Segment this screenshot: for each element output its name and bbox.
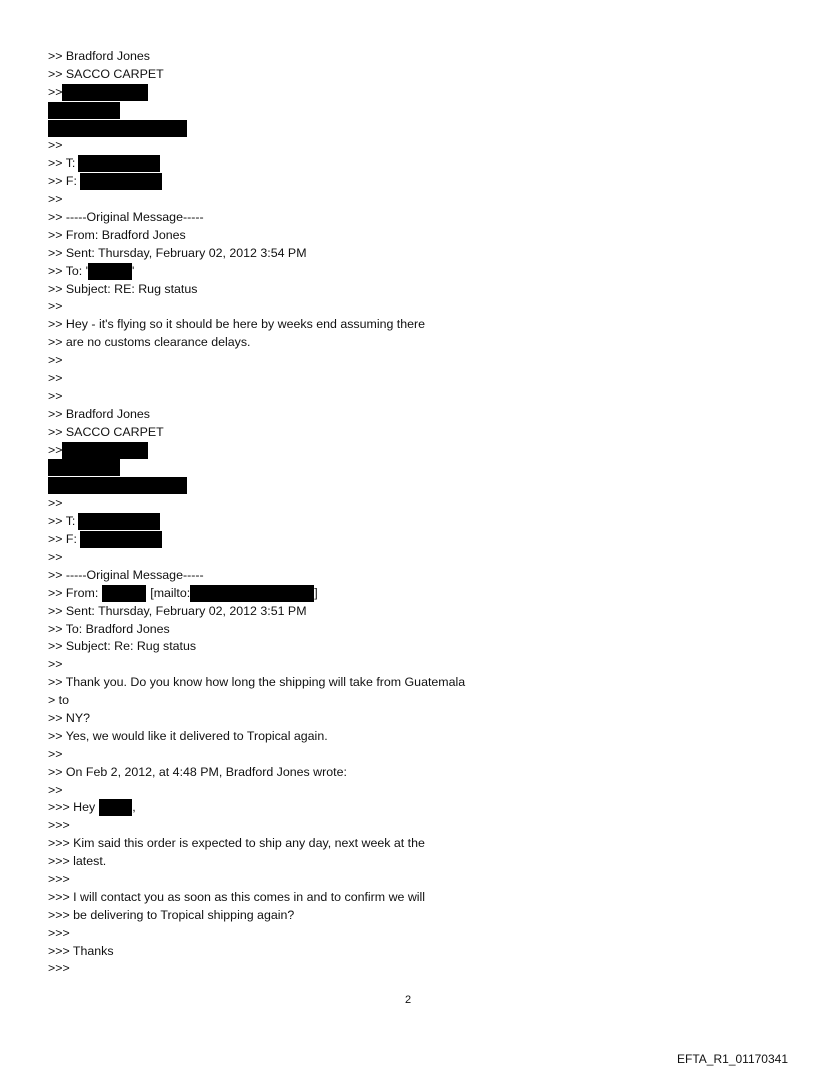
redaction-box: [102, 585, 146, 602]
signature-name: >> Bradford Jones: [48, 49, 150, 63]
header-to: >> To: ' ': [48, 263, 135, 278]
greeting: >>> Hey ,: [48, 800, 136, 815]
redaction-box: [62, 84, 148, 101]
message-text: >>> latest.: [48, 854, 107, 869]
signature-address-line: >>: [48, 84, 768, 102]
quoted-line: >>: [48, 138, 63, 153]
signature-address-line: [48, 477, 768, 495]
quoted-line: >>>: [48, 961, 70, 976]
message-text: >> Hey - it's flying so it should be here by weeks end assuming there: [48, 317, 426, 332]
signature-phone: >> T:: [48, 513, 768, 531]
page-number: 2: [404, 994, 412, 1006]
redaction-box: [80, 173, 162, 190]
redaction-box: [88, 263, 132, 280]
header-to: >> To: Bradford Jones: [48, 621, 170, 636]
redaction-box: [48, 120, 187, 137]
redaction-box: [48, 459, 120, 476]
signature-address-line: [48, 102, 768, 120]
document-id: EFTA_R1_01170341: [677, 1052, 788, 1066]
reply-attribution: >> On Feb 2, 2012, at 4:48 PM, Bradford Jones wrote:: [48, 764, 347, 779]
signature-fax: >> F:: [48, 173, 768, 191]
redaction-box: [99, 799, 132, 816]
signature-company: >> SACCO CARPET: [48, 424, 164, 439]
message-text: >>> Kim said this order is expected to ship any day, next week at the: [48, 836, 425, 851]
quoted-line: >>: [48, 746, 63, 761]
signature-address-line: >>: [48, 442, 768, 460]
signature-name: >> Bradford Jones: [48, 406, 150, 421]
header-sent: >> Sent: Thursday, February 02, 2012 3:54 PM: [48, 245, 307, 260]
signature-company: >> SACCO CARPET: [48, 66, 164, 81]
header-from: >> From: Bradford Jones: [48, 227, 186, 242]
quoted-line: >>>: [48, 925, 70, 940]
quoted-line: >>: [48, 388, 63, 403]
header-subject: >> Subject: Re: Rug status: [48, 639, 197, 654]
message-text: >> Yes, we would like it delivered to Tropical again.: [48, 728, 328, 743]
redaction-box: [78, 513, 160, 530]
quoted-line: >>: [48, 496, 63, 511]
redaction-box: [48, 477, 187, 494]
redaction-box: [62, 442, 148, 459]
sign-off: >>> Thanks: [48, 943, 114, 958]
header-subject: >> Subject: RE: Rug status: [48, 281, 198, 296]
message-text: > to: [48, 693, 70, 708]
message-text: >> are no customs clearance delays.: [48, 335, 251, 350]
message-text: >>> be delivering to Tropical shipping again?: [48, 907, 295, 922]
message-text: >>> I will contact you as soon as this comes in and to confirm we will: [48, 889, 426, 904]
quoted-line: >>: [48, 782, 63, 797]
message-text: >> Thank you. Do you know how long the shipping will take from Guatemala: [48, 675, 466, 690]
quoted-line: >>: [48, 299, 63, 314]
original-message-separator: >> -----Original Message-----: [48, 210, 204, 225]
email-body: [48, 48, 768, 978]
signature-address-line: [48, 120, 768, 138]
quoted-line: >>: [48, 549, 63, 564]
redaction-box: [80, 531, 162, 548]
header-sent: >> Sent: Thursday, February 02, 2012 3:51 PM: [48, 603, 307, 618]
quoted-line: >>: [48, 657, 63, 672]
redaction-box: [190, 585, 314, 602]
original-message-separator: >> -----Original Message-----: [48, 567, 204, 582]
quoted-line: >>>: [48, 871, 70, 886]
signature-fax: >> F:: [48, 531, 768, 549]
signature-phone: >> T:: [48, 155, 768, 173]
signature-address-line: [48, 459, 768, 477]
redaction-box: [48, 102, 120, 119]
quoted-line: >>: [48, 353, 63, 368]
header-from: >> From: [mailto: ]: [48, 585, 318, 600]
message-text: >> NY?: [48, 710, 91, 725]
redaction-box: [78, 155, 160, 172]
quoted-line: >>: [48, 192, 63, 207]
quoted-line: >>: [48, 371, 63, 386]
quoted-line: >>>: [48, 818, 70, 833]
